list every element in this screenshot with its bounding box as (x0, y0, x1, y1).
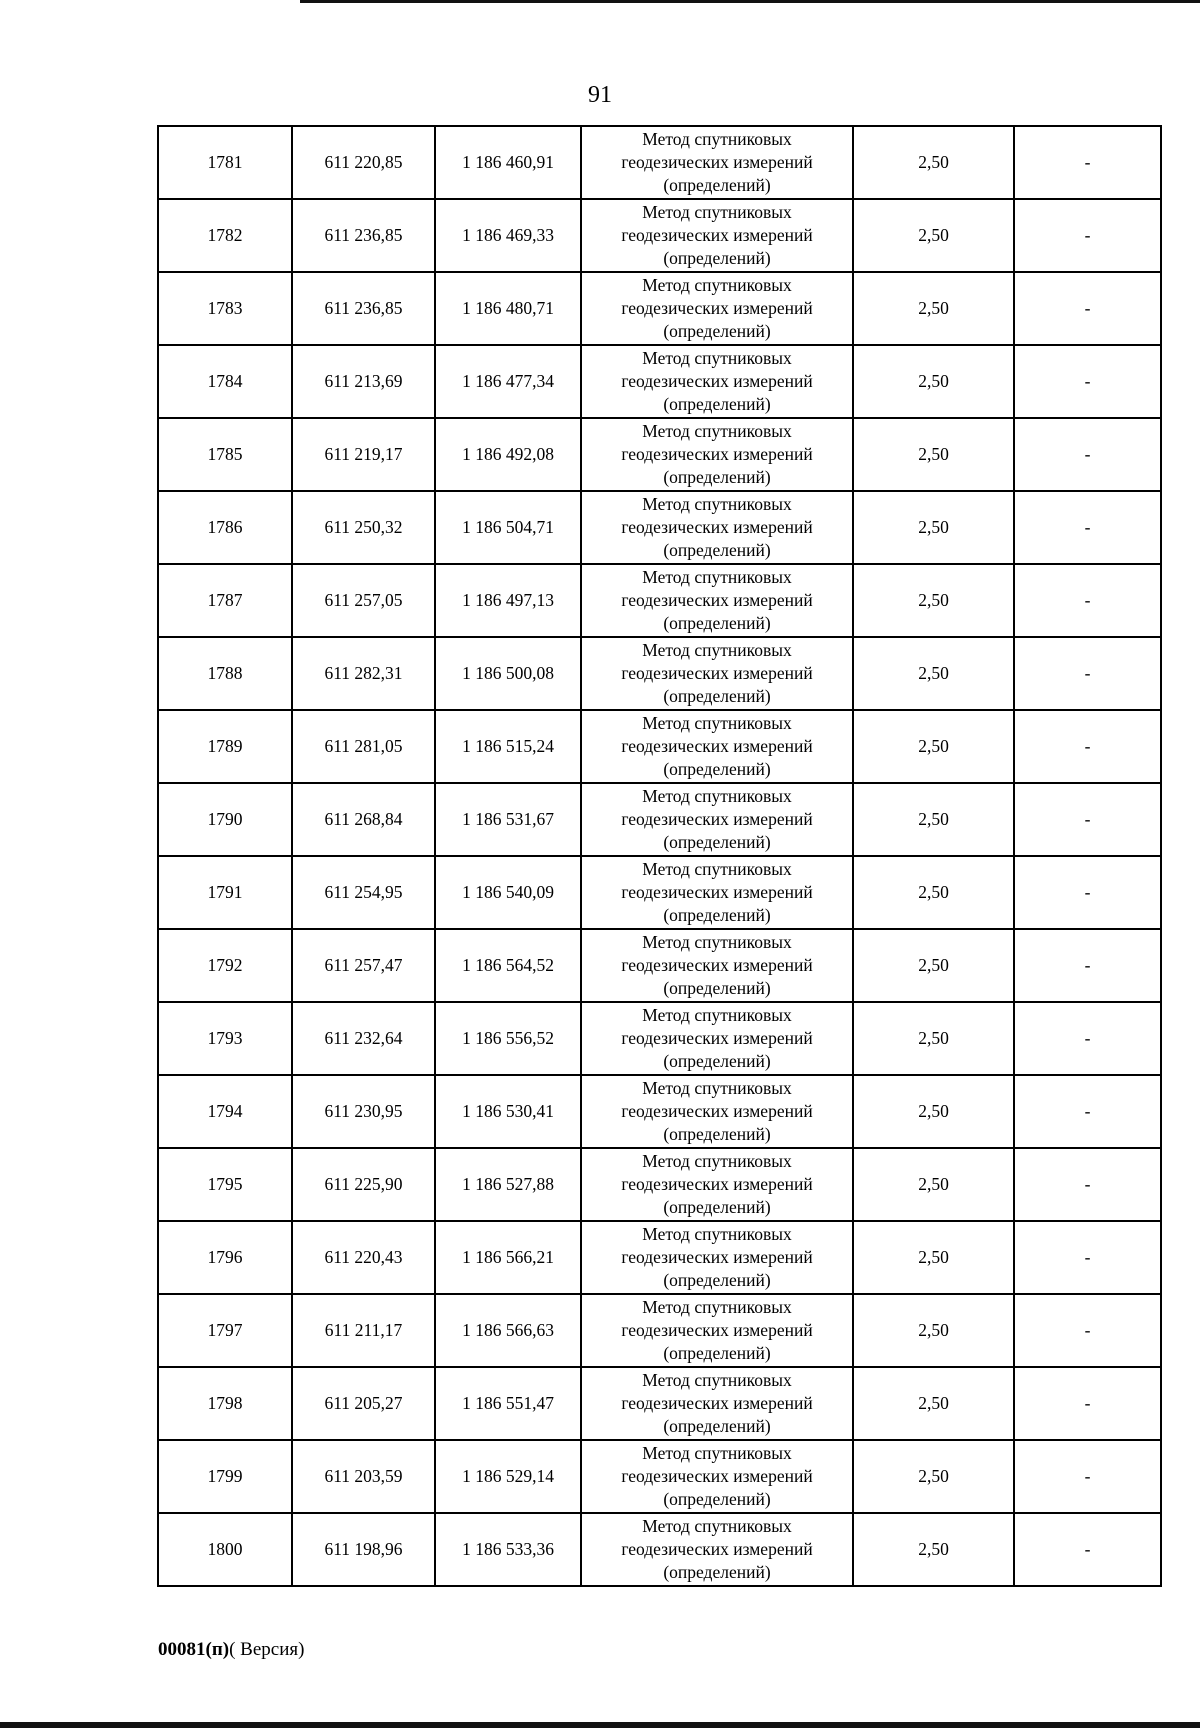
note-cell: - (1014, 637, 1161, 710)
coordinate-x: 611 254,95 (292, 856, 435, 929)
coordinate-y: 1 186 529,14 (435, 1440, 581, 1513)
coordinate-y: 1 186 469,33 (435, 199, 581, 272)
method-line: геодезических измерений (621, 1393, 813, 1413)
method-line: Метод спутниковых (642, 640, 792, 660)
coordinate-x: 611 282,31 (292, 637, 435, 710)
point-number: 1795 (158, 1148, 292, 1221)
method-line: геодезических измерений (621, 736, 813, 756)
method-line: (определений) (663, 1489, 771, 1509)
method-cell (581, 1294, 853, 1367)
accuracy-value: 2,50 (853, 126, 1014, 199)
method-line: (определений) (663, 540, 771, 560)
accuracy-value: 2,50 (853, 1148, 1014, 1221)
coordinate-x: 611 236,85 (292, 199, 435, 272)
point-number: 1782 (158, 199, 292, 272)
method-line: Метод спутниковых (642, 1297, 792, 1317)
method-line: Метод спутниковых (642, 129, 792, 149)
method-line: геодезических измерений (621, 663, 813, 683)
coordinate-y: 1 186 477,34 (435, 345, 581, 418)
table-row (158, 126, 1161, 199)
note-cell: - (1014, 1513, 1161, 1586)
coordinate-x: 611 220,85 (292, 126, 435, 199)
method-line: (определений) (663, 978, 771, 998)
method-line: (определений) (663, 832, 771, 852)
table-row (158, 418, 1161, 491)
accuracy-value: 2,50 (853, 1294, 1014, 1367)
coordinates-table (157, 125, 1162, 1587)
coordinate-x: 611 230,95 (292, 1075, 435, 1148)
point-number: 1787 (158, 564, 292, 637)
note-cell: - (1014, 418, 1161, 491)
note-cell: - (1014, 929, 1161, 1002)
method-line: (определений) (663, 321, 771, 341)
coordinate-y: 1 186 556,52 (435, 1002, 581, 1075)
method-cell (581, 1440, 853, 1513)
note-cell: - (1014, 1221, 1161, 1294)
method-line: Метод спутниковых (642, 713, 792, 733)
table-row (158, 564, 1161, 637)
method-line: геодезических измерений (621, 1028, 813, 1048)
accuracy-value: 2,50 (853, 783, 1014, 856)
coordinate-y: 1 186 460,91 (435, 126, 581, 199)
method-line: геодезических измерений (621, 298, 813, 318)
method-line: геодезических измерений (621, 517, 813, 537)
method-line: (определений) (663, 467, 771, 487)
method-line: (определений) (663, 1343, 771, 1363)
method-line: Метод спутниковых (642, 1005, 792, 1025)
method-line: Метод спутниковых (642, 1443, 792, 1463)
coordinate-x: 611 232,64 (292, 1002, 435, 1075)
coordinate-x: 611 257,47 (292, 929, 435, 1002)
note-cell: - (1014, 710, 1161, 783)
document-code: 00081(п) (158, 1639, 230, 1660)
method-line: (определений) (663, 1562, 771, 1582)
method-cell (581, 199, 853, 272)
method-line: (определений) (663, 394, 771, 414)
coordinate-x: 611 225,90 (292, 1148, 435, 1221)
method-line: Метод спутниковых (642, 348, 792, 368)
coordinate-x: 611 250,32 (292, 491, 435, 564)
method-line: Метод спутниковых (642, 275, 792, 295)
top-border-line (300, 0, 1200, 3)
accuracy-value: 2,50 (853, 929, 1014, 1002)
coordinate-x: 611 236,85 (292, 272, 435, 345)
table-row (158, 1367, 1161, 1440)
method-line: (определений) (663, 759, 771, 779)
method-line: геодезических измерений (621, 152, 813, 172)
point-number: 1799 (158, 1440, 292, 1513)
point-number: 1796 (158, 1221, 292, 1294)
coordinate-y: 1 186 551,47 (435, 1367, 581, 1440)
coordinate-y: 1 186 492,08 (435, 418, 581, 491)
note-cell: - (1014, 1002, 1161, 1075)
point-number: 1800 (158, 1513, 292, 1586)
coordinate-x: 611 257,05 (292, 564, 435, 637)
note-cell: - (1014, 1075, 1161, 1148)
method-cell (581, 491, 853, 564)
coordinate-y: 1 186 504,71 (435, 491, 581, 564)
coordinate-y: 1 186 515,24 (435, 710, 581, 783)
method-line: геодезических измерений (621, 444, 813, 464)
coordinate-y: 1 186 497,13 (435, 564, 581, 637)
coordinate-x: 611 203,59 (292, 1440, 435, 1513)
method-line: Метод спутниковых (642, 786, 792, 806)
table-row (158, 491, 1161, 564)
table-row (158, 1148, 1161, 1221)
point-number: 1785 (158, 418, 292, 491)
method-line: Метод спутниковых (642, 1151, 792, 1171)
method-cell (581, 710, 853, 783)
bottom-border-line (0, 1722, 1200, 1728)
coordinate-y: 1 186 566,63 (435, 1294, 581, 1367)
table-row (158, 1002, 1161, 1075)
accuracy-value: 2,50 (853, 564, 1014, 637)
accuracy-value: 2,50 (853, 1367, 1014, 1440)
footer-document-code (158, 1639, 304, 1661)
method-line: геодезических измерений (621, 225, 813, 245)
coordinate-y: 1 186 527,88 (435, 1148, 581, 1221)
method-line: Метод спутниковых (642, 1516, 792, 1536)
table-row (158, 1440, 1161, 1513)
method-line: (определений) (663, 686, 771, 706)
method-cell (581, 345, 853, 418)
accuracy-value: 2,50 (853, 418, 1014, 491)
table-row (158, 856, 1161, 929)
method-cell (581, 418, 853, 491)
method-line: геодезических измерений (621, 1539, 813, 1559)
method-cell (581, 1513, 853, 1586)
coordinate-x: 611 268,84 (292, 783, 435, 856)
point-number: 1781 (158, 126, 292, 199)
table-row (158, 1513, 1161, 1586)
point-number: 1791 (158, 856, 292, 929)
accuracy-value: 2,50 (853, 856, 1014, 929)
point-number: 1793 (158, 1002, 292, 1075)
table-row (158, 710, 1161, 783)
method-line: Метод спутниковых (642, 567, 792, 587)
method-line: геодезических измерений (621, 809, 813, 829)
table-row (158, 272, 1161, 345)
point-number: 1789 (158, 710, 292, 783)
table-row (158, 637, 1161, 710)
coordinate-y: 1 186 480,71 (435, 272, 581, 345)
coordinate-y: 1 186 566,21 (435, 1221, 581, 1294)
method-line: Метод спутниковых (642, 421, 792, 441)
point-number: 1786 (158, 491, 292, 564)
note-cell: - (1014, 564, 1161, 637)
method-line: (определений) (663, 905, 771, 925)
method-line: Метод спутниковых (642, 1078, 792, 1098)
method-cell (581, 126, 853, 199)
coordinate-x: 611 213,69 (292, 345, 435, 418)
note-cell: - (1014, 1148, 1161, 1221)
method-line: (определений) (663, 613, 771, 633)
method-line: геодезических измерений (621, 882, 813, 902)
method-line: (определений) (663, 1051, 771, 1071)
note-cell: - (1014, 199, 1161, 272)
method-line: геодезических измерений (621, 590, 813, 610)
note-cell: - (1014, 1440, 1161, 1513)
method-line: Метод спутниковых (642, 1370, 792, 1390)
method-cell (581, 272, 853, 345)
point-number: 1798 (158, 1367, 292, 1440)
method-line: (определений) (663, 1197, 771, 1217)
method-line: (определений) (663, 175, 771, 195)
coordinate-y: 1 186 564,52 (435, 929, 581, 1002)
table-row (158, 1221, 1161, 1294)
accuracy-value: 2,50 (853, 491, 1014, 564)
method-line: геодезических измерений (621, 1174, 813, 1194)
note-cell: - (1014, 1367, 1161, 1440)
method-line: геодезических измерений (621, 955, 813, 975)
method-cell (581, 637, 853, 710)
method-cell (581, 929, 853, 1002)
method-line: геодезических измерений (621, 1466, 813, 1486)
method-line: геодезических измерений (621, 371, 813, 391)
coordinate-x: 611 211,17 (292, 1294, 435, 1367)
point-number: 1788 (158, 637, 292, 710)
table-row (158, 929, 1161, 1002)
accuracy-value: 2,50 (853, 1002, 1014, 1075)
note-cell: - (1014, 272, 1161, 345)
method-cell (581, 1002, 853, 1075)
point-number: 1794 (158, 1075, 292, 1148)
table-row (158, 783, 1161, 856)
method-line: геодезических измерений (621, 1101, 813, 1121)
table-row (158, 1294, 1161, 1367)
coordinate-y: 1 186 531,67 (435, 783, 581, 856)
coordinate-y: 1 186 533,36 (435, 1513, 581, 1586)
note-cell: - (1014, 783, 1161, 856)
coordinate-x: 611 205,27 (292, 1367, 435, 1440)
method-cell (581, 1221, 853, 1294)
method-line: Метод спутниковых (642, 494, 792, 514)
page-number: 91 (588, 82, 612, 108)
coordinate-y: 1 186 540,09 (435, 856, 581, 929)
method-cell (581, 856, 853, 929)
table-row (158, 345, 1161, 418)
note-cell: - (1014, 1294, 1161, 1367)
coordinate-y: 1 186 500,08 (435, 637, 581, 710)
note-cell: - (1014, 856, 1161, 929)
note-cell: - (1014, 345, 1161, 418)
method-cell (581, 1148, 853, 1221)
note-cell: - (1014, 126, 1161, 199)
point-number: 1790 (158, 783, 292, 856)
coordinate-y: 1 186 530,41 (435, 1075, 581, 1148)
version-label: ( Версия) (229, 1639, 305, 1660)
point-number: 1784 (158, 345, 292, 418)
method-line: (определений) (663, 248, 771, 268)
method-cell (581, 1367, 853, 1440)
method-line: Метод спутниковых (642, 1224, 792, 1244)
coordinate-x: 611 281,05 (292, 710, 435, 783)
accuracy-value: 2,50 (853, 1513, 1014, 1586)
method-line: Метод спутниковых (642, 202, 792, 222)
accuracy-value: 2,50 (853, 637, 1014, 710)
table-row (158, 1075, 1161, 1148)
coordinate-x: 611 220,43 (292, 1221, 435, 1294)
method-line: Метод спутниковых (642, 932, 792, 952)
accuracy-value: 2,50 (853, 199, 1014, 272)
point-number: 1797 (158, 1294, 292, 1367)
method-cell (581, 1075, 853, 1148)
method-line: геодезических измерений (621, 1320, 813, 1340)
method-line: (определений) (663, 1124, 771, 1144)
accuracy-value: 2,50 (853, 1075, 1014, 1148)
point-number: 1792 (158, 929, 292, 1002)
accuracy-value: 2,50 (853, 345, 1014, 418)
accuracy-value: 2,50 (853, 1221, 1014, 1294)
accuracy-value: 2,50 (853, 1440, 1014, 1513)
method-cell (581, 564, 853, 637)
table-body (158, 126, 1161, 1586)
method-cell (581, 783, 853, 856)
method-line: геодезических измерений (621, 1247, 813, 1267)
point-number: 1783 (158, 272, 292, 345)
coordinate-x: 611 198,96 (292, 1513, 435, 1586)
note-cell: - (1014, 491, 1161, 564)
method-line: (определений) (663, 1416, 771, 1436)
method-line: Метод спутниковых (642, 859, 792, 879)
table-row (158, 199, 1161, 272)
accuracy-value: 2,50 (853, 710, 1014, 783)
coordinate-x: 611 219,17 (292, 418, 435, 491)
accuracy-value: 2,50 (853, 272, 1014, 345)
method-line: (определений) (663, 1270, 771, 1290)
